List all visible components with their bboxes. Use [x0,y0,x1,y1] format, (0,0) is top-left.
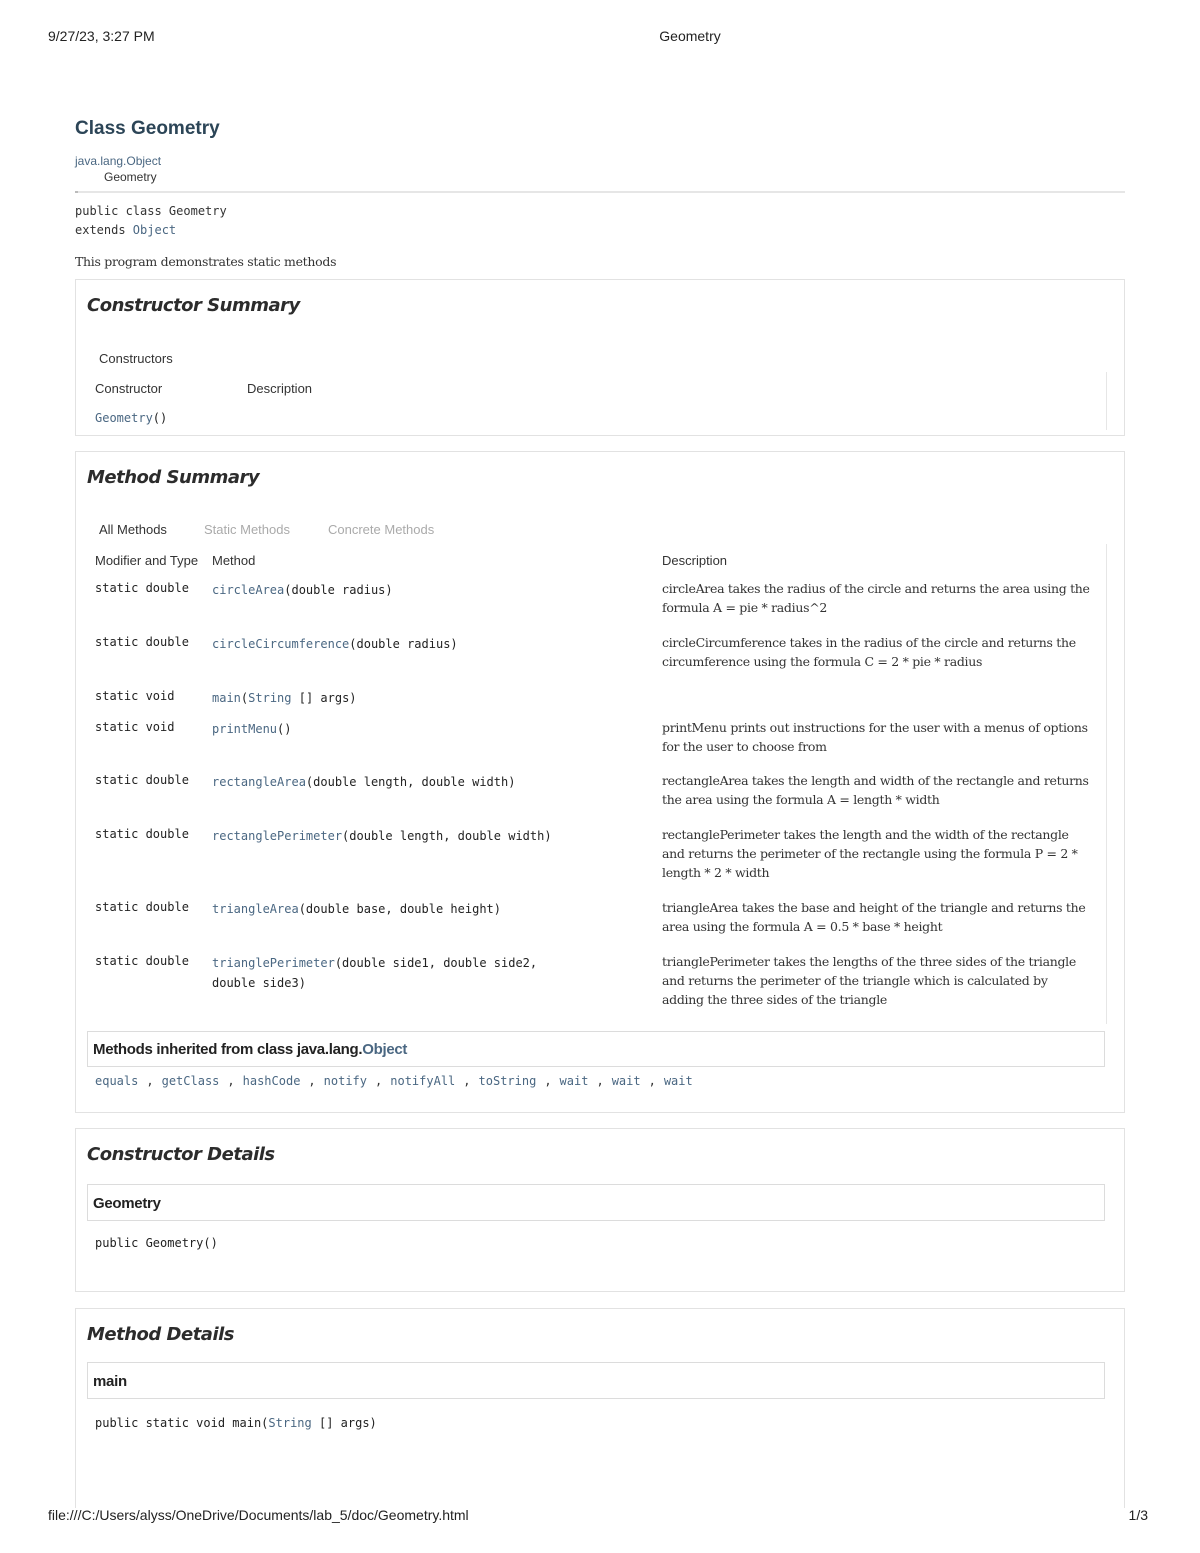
constructor-summary-panel [75,279,1125,436]
method-link[interactable]: main [212,691,241,705]
method-params: (double base, double height) [298,902,501,916]
inherited-method-link[interactable]: hashCode [242,1074,301,1088]
extends-object-link[interactable]: Object [132,223,177,237]
method-signature [212,634,458,654]
method-modifier: static void [95,689,175,703]
method-signature [212,580,393,600]
page-title: Class Geometry [75,118,220,139]
tab-concrete-methods[interactable]: Concrete Methods [328,522,435,537]
class-description: This program demonstrates static methods [75,254,337,269]
description-column-header: Description [247,381,313,396]
method-signature [212,953,537,993]
javadoc-content [75,118,1125,1430]
method-signature [212,719,291,739]
constructor-params: () [152,411,168,425]
tab-all-methods[interactable]: All Methods [99,522,167,537]
table-edge [1106,544,1107,1024]
method-summary-panel [75,451,1125,1113]
signature-prefix: public static void main( [95,1416,269,1430]
method-link[interactable]: circleCircumference [212,637,350,651]
table-edge [1106,372,1107,430]
method-description: printMenu prints out instructions for the user with a menus of options for the user to choose from [662,720,1088,754]
method-modifier: static double [95,773,189,787]
method-link[interactable]: rectanglePerimeter [212,829,343,843]
method-description: triangleArea takes the base and height of the triangle and returns the area using the formula A = 0.5 * base * height [662,900,1086,934]
method-link[interactable]: circleArea [212,583,285,597]
string-type-link[interactable]: String [248,691,292,705]
description-column-header: Description [662,553,728,568]
method-link[interactable]: triangleArea [212,902,299,916]
constructors-caption: Constructors [99,351,173,366]
inherited-method-link[interactable]: equals [95,1074,139,1088]
inherited-object-link[interactable]: Object [362,1041,408,1058]
method-column-header: Method [212,553,256,568]
method-params: (double radius) [349,637,458,651]
method-details-panel [75,1308,1125,1508]
inherited-method-link[interactable]: notify [323,1074,368,1088]
method-details-title: Method Details [87,1324,235,1345]
constructor-column-header: Constructor [95,381,163,396]
inherited-label: Methods inherited from class java.lang. [93,1041,363,1058]
method-params: (double length, double width) [305,775,516,789]
declaration-line: public class Geometry [75,204,227,218]
constructor-signature: public Geometry() [95,1236,218,1250]
method-detail-signature [95,1416,377,1430]
method-link[interactable]: rectangleArea [212,775,306,789]
method-params-cont: double side3) [212,976,306,990]
method-modifier: static double [95,635,189,649]
divider [75,191,1125,193]
method-modifier: static double [95,900,189,914]
method-description: circleArea takes the radius of the circle and returns the area using the formula A = pie * radius^2 [662,581,1090,615]
constructor-details-title: Constructor Details [87,1144,275,1165]
method-modifier: static void [95,720,175,734]
tab-static-methods[interactable]: Static Methods [204,522,290,537]
hierarchy-parent-link[interactable]: java.lang.Object [75,154,162,168]
inherited-method-link[interactable]: toString [478,1074,537,1088]
method-params: (double side1, double side2, [334,956,538,970]
extends-keyword: extends [75,223,133,237]
method-signature [212,826,552,846]
string-type-link[interactable]: String [268,1416,312,1430]
print-page-number: 1/3 [1128,1507,1148,1523]
constructor-geometry-link[interactable]: Geometry [95,411,153,425]
inherited-method-link[interactable]: wait [559,1074,589,1088]
inherited-methods-list: equals , getClass , hashCode , notify , notifyAll , toString , wait , wait , wait [95,1074,693,1088]
inherited-methods-header [87,1031,1105,1067]
method-params-tail: [] args) [291,691,357,705]
inherited-method-link[interactable]: getClass [161,1074,220,1088]
method-description: circleCircumference takes in the radius of the circle and returns the circumference using the formula C = 2 * pie * radius [662,635,1076,669]
method-params: ( [240,691,249,705]
method-signature [212,772,515,792]
method-description: rectanglePerimeter takes the length and the width of the rectangle and returns the perimeter of the rectangle using the formula P = 2 * length * 2 * width [662,827,1078,880]
constructor-summary-title: Constructor Summary [87,295,300,316]
inherited-methods-heading [93,1041,407,1058]
method-modifier: static double [95,954,189,968]
inherited-method-link[interactable]: wait [611,1074,641,1088]
constructor-details-panel [75,1128,1125,1292]
constructor-detail-header [87,1184,1105,1221]
class-declaration [75,202,1125,240]
method-detail-name: main [93,1373,127,1390]
method-summary-title: Method Summary [87,467,260,488]
hierarchy-child: Geometry [104,170,157,184]
method-modifier: static double [95,581,189,595]
method-modifier: static double [95,827,189,841]
method-signature [212,899,501,919]
method-description: trianglePerimeter takes the lengths of the three sides of the triangle and returns the perimeter of the triangle which is calculated by adding the three sides of the triangle [662,954,1076,1007]
print-header [0,28,1200,48]
method-params: () [277,722,292,736]
method-link[interactable]: printMenu [212,722,278,736]
method-signature [212,688,357,708]
method-description: rectangleArea takes the length and width of the rectangle and returns the area using the formula A = length * width [662,773,1089,807]
method-params: (double length, double width) [342,829,552,843]
signature-suffix: [] args) [311,1416,377,1430]
inherited-method-link[interactable]: notifyAll [390,1074,456,1088]
modifier-column-header: Modifier and Type [95,553,199,568]
print-date: 9/27/23, 3:27 PM [48,28,155,44]
constructor-row [95,411,167,425]
constructor-detail-name: Geometry [93,1195,161,1212]
method-link[interactable]: trianglePerimeter [212,956,335,970]
print-title: Geometry [659,28,721,44]
method-params: (double radius) [284,583,393,597]
inherited-method-link[interactable]: wait [663,1074,693,1088]
method-detail-header [87,1362,1105,1399]
print-file-path: file:///C:/Users/alyss/OneDrive/Documents/lab_5/doc/Geometry.html [48,1507,469,1523]
